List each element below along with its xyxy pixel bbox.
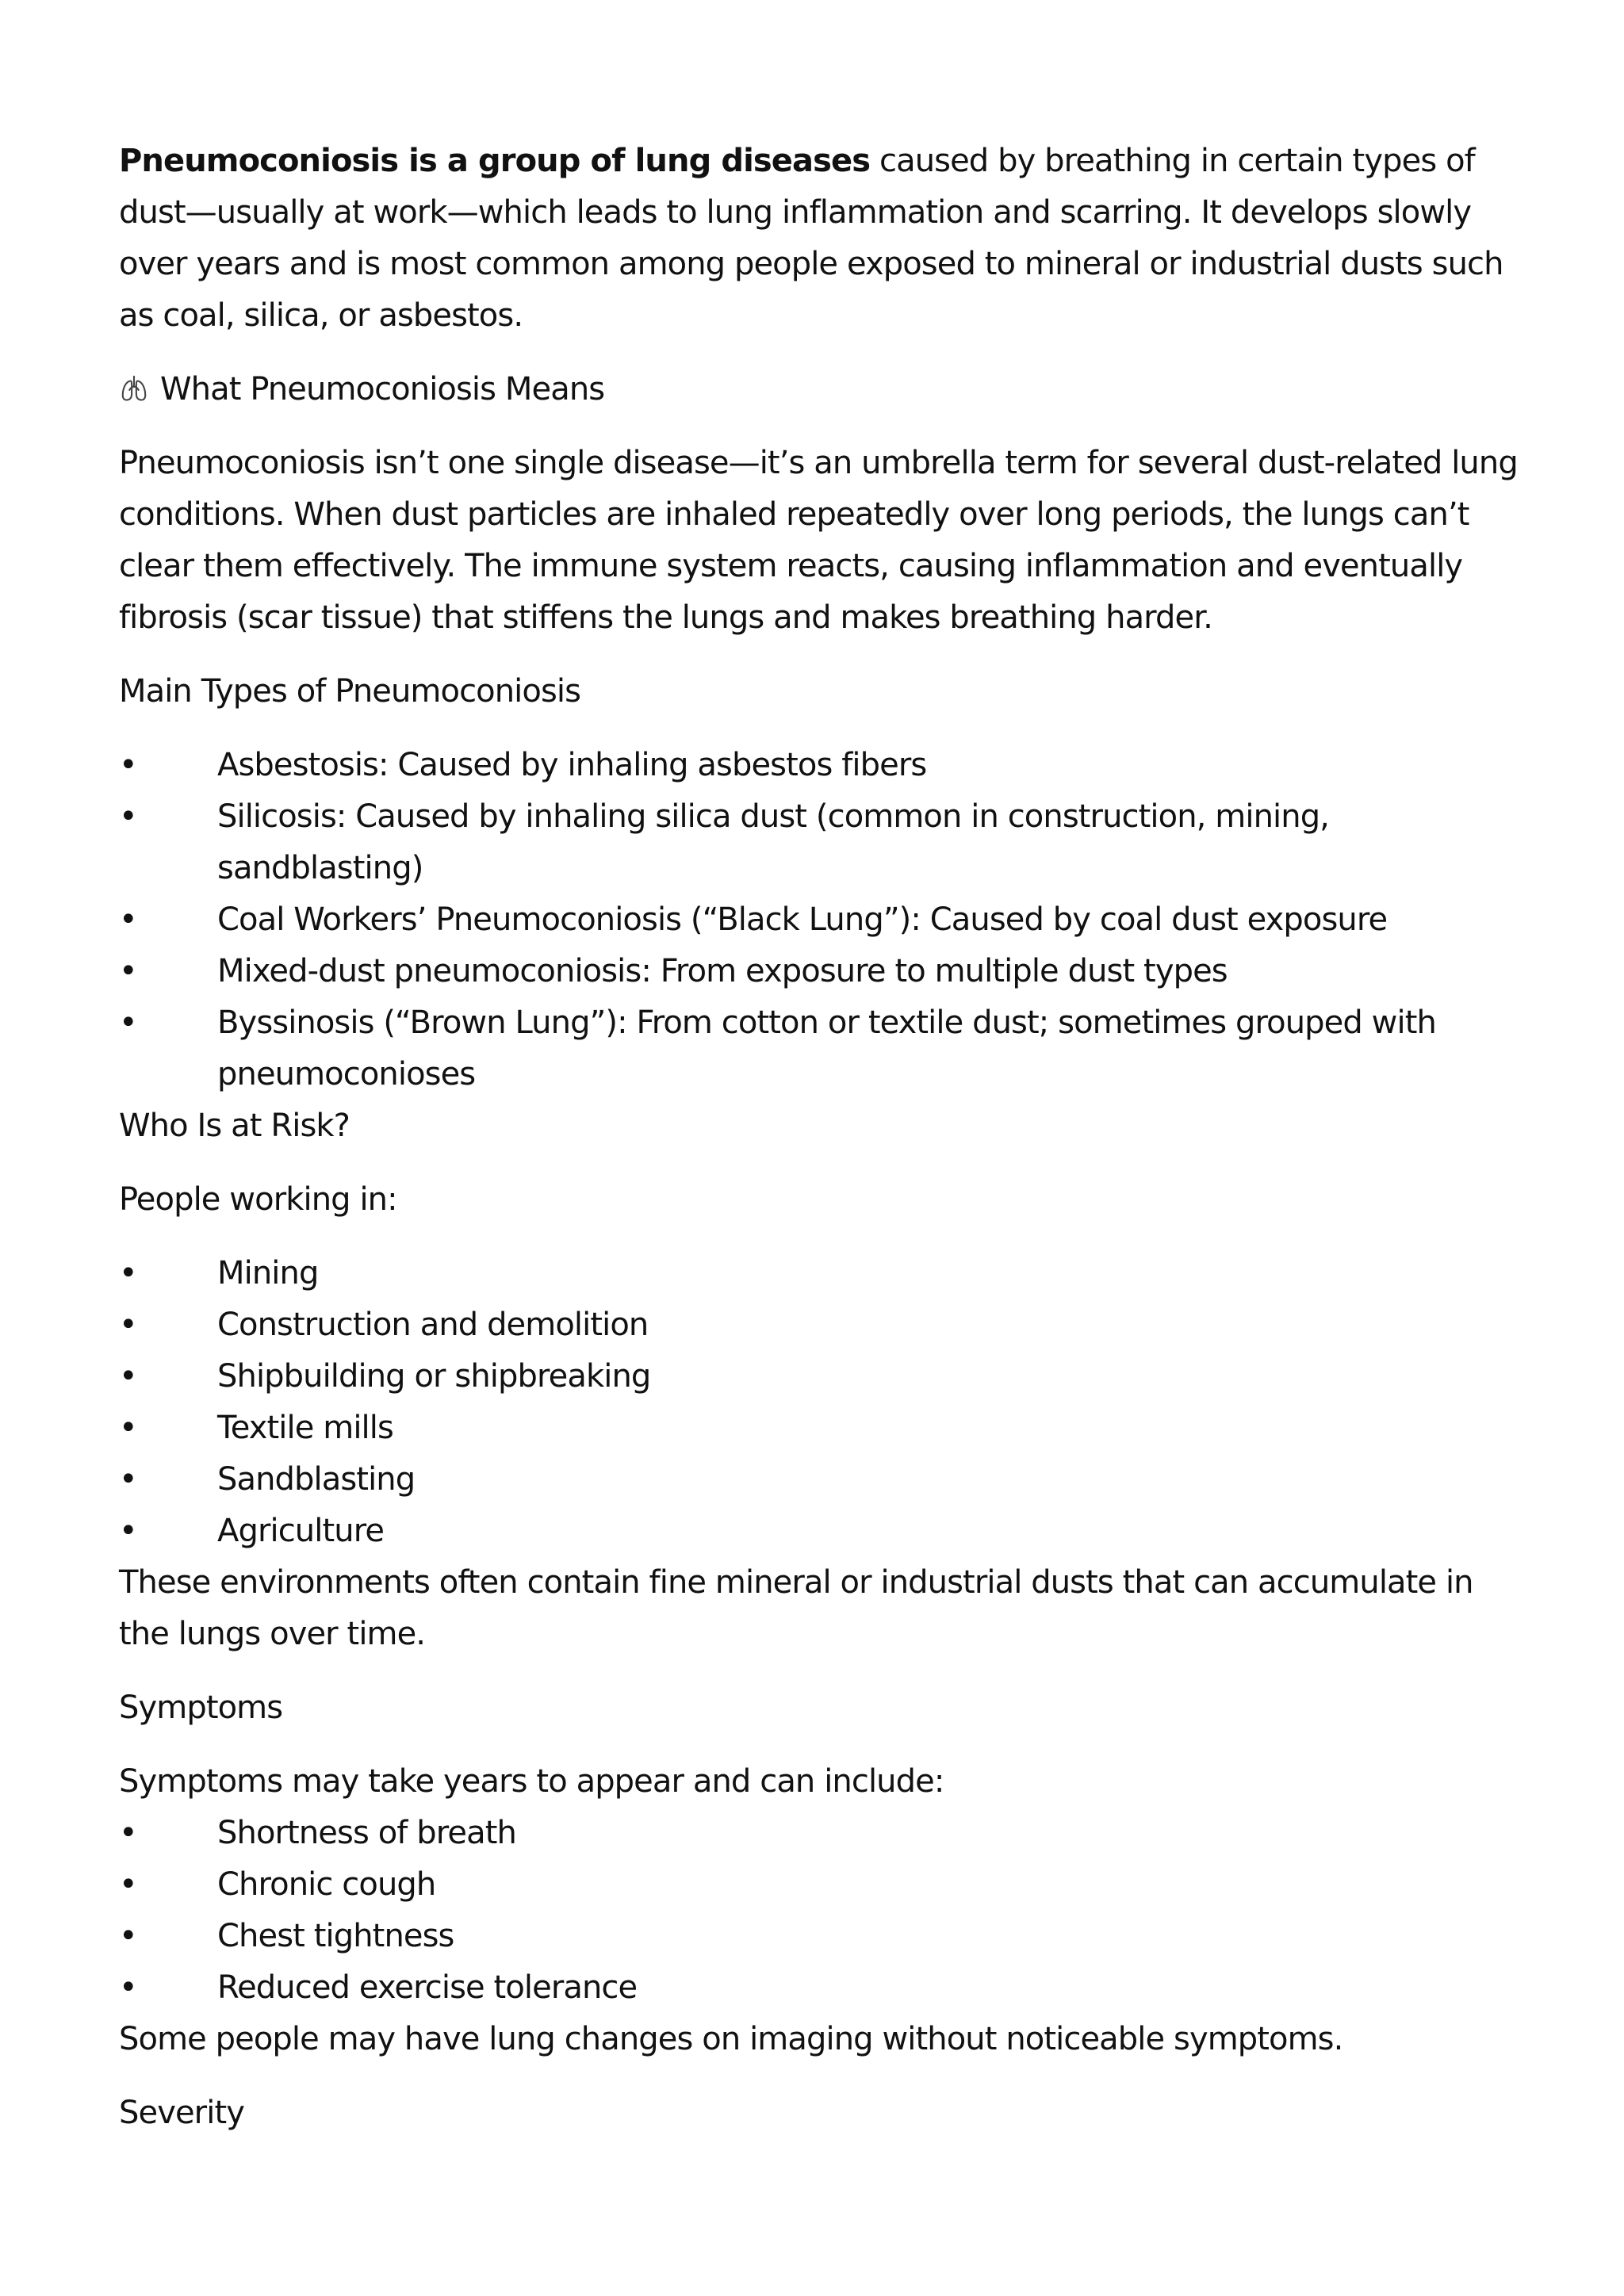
risk-list (119, 1248, 1530, 1557)
list-item-text: Textile mills (217, 1410, 393, 1446)
symptoms-list (119, 1808, 1530, 2014)
bullet-icon: • (119, 1461, 137, 1498)
list-item-text: Mixed-dust pneumoconiosis: From exposure to multiple dust types (217, 953, 1228, 989)
list-item (119, 1299, 1530, 1351)
intro-paragraph (119, 136, 1530, 342)
bullet-icon: • (119, 1004, 137, 1041)
list-item-text: Mining (217, 1255, 319, 1292)
bullet-icon: • (119, 1815, 137, 1851)
bullet-icon: • (119, 1410, 137, 1446)
bullet-icon: • (119, 1866, 137, 1903)
bullet-icon: • (119, 953, 137, 989)
list-item (119, 1808, 1530, 1859)
intro-rest-text: caused by breathing in certain types of dust—usually at work—which leads to lung inflammation and scarring. It develops slowly over years and is most common among people exposed to mineral or industrial dusts such as coal, silica, or asbestos. (119, 143, 1503, 334)
bullet-icon: • (119, 1255, 137, 1292)
list-item-text: Chest tightness (217, 1918, 454, 1954)
risk-closing: These environments often contain fine mineral or industrial dusts that can accumulate in the lungs over time. (119, 1564, 1473, 1652)
list-item (119, 946, 1530, 997)
list-item-text: Asbestosis: Caused by inhaling asbestos fibers (217, 747, 927, 783)
bullet-icon: • (119, 901, 137, 938)
list-item-text: Sandblasting (217, 1461, 416, 1498)
list-item (119, 1402, 1530, 1454)
meaning-paragraph: Pneumoconiosis isn’t one single disease—it’s an umbrella term for several dust-related lung conditions. When dust particles are inhaled repeatedly over long periods, the lungs can’t clear them effectively. The immune system reacts, causing inflammation and eventually fibrosis (scar tissue) that stiffens the lungs and makes breathing harder. (119, 445, 1518, 636)
document-body (119, 136, 1530, 2161)
list-item-text: Coal Workers’ Pneumoconiosis (“Black Lung”): Caused by coal dust exposure (217, 901, 1388, 938)
list-item (119, 1962, 1530, 2014)
bullet-icon: • (119, 1513, 137, 1549)
list-item-text: Agriculture (217, 1513, 385, 1549)
bullet-icon: • (119, 1969, 137, 2006)
bullet-icon: • (119, 1918, 137, 1954)
list-item (119, 894, 1530, 946)
list-item-text: Shipbuilding or shipbreaking (217, 1358, 651, 1395)
list-item (119, 740, 1530, 791)
list-item-text: Byssinosis (“Brown Lung”): From cotton or textile dust; sometimes grouped with pneumoconioses (217, 1004, 1436, 1093)
bullet-icon: • (119, 747, 137, 783)
risk-lead: People working in: (119, 1181, 397, 1218)
list-item-text: Construction and demolition (217, 1307, 649, 1343)
symptoms-heading: Symptoms (119, 1689, 283, 1726)
list-item-text: Shortness of breath (217, 1815, 516, 1851)
meaning-heading (119, 364, 1530, 415)
intro-bold-text: Pneumoconiosis is a group of lung diseases (119, 143, 871, 179)
list-item (119, 1859, 1530, 1911)
list-item (119, 997, 1530, 1100)
bullet-icon: • (119, 798, 137, 835)
list-item (119, 1248, 1530, 1299)
risk-heading: Who Is at Risk? (119, 1108, 350, 1144)
list-item (119, 1351, 1530, 1402)
list-item-text: Silicosis: Caused by inhaling silica dust (common in construction, mining, sandblasting) (217, 798, 1329, 886)
meaning-heading-text: What Pneumoconiosis Means (160, 371, 605, 408)
types-heading: Main Types of Pneumoconiosis (119, 673, 581, 710)
bullet-icon: • (119, 1358, 137, 1395)
list-item (119, 1911, 1530, 1962)
list-item-text: Chronic cough (217, 1866, 436, 1903)
lungs-icon (119, 368, 149, 398)
list-item (119, 791, 1530, 894)
list-item (119, 1454, 1530, 1506)
list-item-text: Reduced exercise tolerance (217, 1969, 638, 2006)
symptoms-lead: Symptoms may take years to appear and can include: (119, 1763, 944, 1800)
symptoms-closing: Some people may have lung changes on imaging without noticeable symptoms. (119, 2021, 1343, 2057)
types-list (119, 740, 1530, 1100)
severity-heading: Severity (119, 2095, 244, 2131)
list-item (119, 1506, 1530, 1557)
bullet-icon: • (119, 1307, 137, 1343)
